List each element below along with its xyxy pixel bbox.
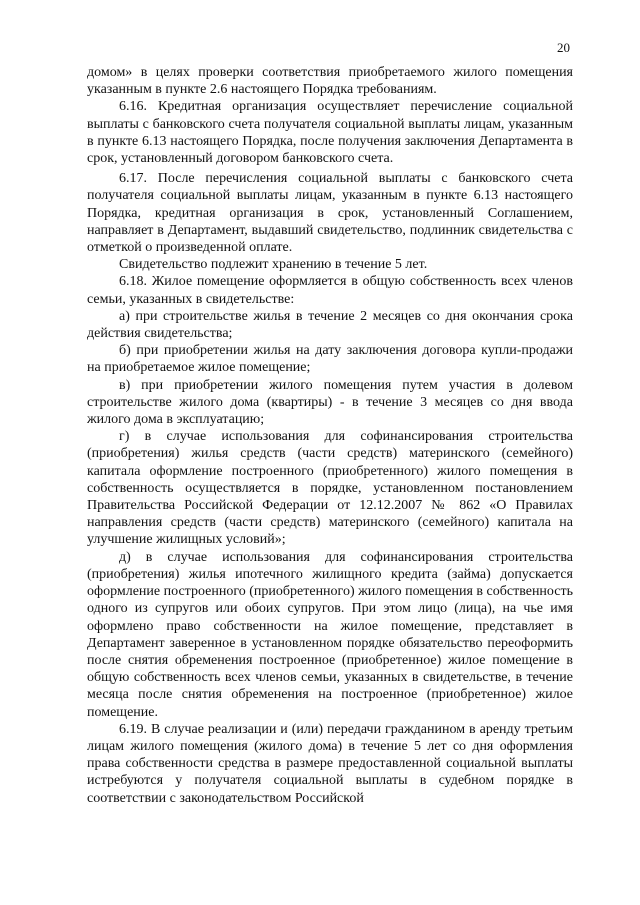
page-number: 20 <box>557 40 570 55</box>
paragraph-6-16: 6.16. Кредитная организация осуществляет перечисление социальной выплаты с банковского счета получателя социальной выплаты лицам, указанным в пункте 6.13 настоящего Порядка, после получения заключения Департамента в срок, установленный договором банковского счета. <box>87 99 573 167</box>
paragraph-certificate-storage: Свидетельство подлежит хранению в течение 5 лет. <box>119 257 428 273</box>
paragraph-6-19: 6.19. В случае реализации и (или) передачи гражданином в аренду третьим лицам жилого помещения (жилого дома) в течение 5 лет со дня оформления права собственности средства в размере предоставленной социальной выплаты истребуются у получателя социальной выплаты в судебном порядке в соответствии с законодательством Российской <box>87 721 573 806</box>
paragraph-6-18-d: д) в случае использования для софинансирования строительства (приобретения) жилья ипотечного жилищного кредита (займа) допускается оформление построенного (приобретенного) жилого помещения в собственность одного из супругов или обоих супругов. При этом лицо (лица), на чье имя оформлено право собственности на жилое помещение, представляет в Департамент заверенное в установленном порядке обязательство переоформить после снятия обременения построенное (приобретенное) жилое помещение в общую собственность всех членов семьи, указанных в свидетельстве, в течение месяца после снятия обременения на построенное (приобретенное) жилое помещение. <box>87 549 573 720</box>
paragraph-6-18-v: в) при приобретении жилого помещения путем участия в долевом строительстве жилого дома (квартиры) - в течение 3 месяцев со дня ввода жилого дома в эксплуатацию; <box>87 377 573 428</box>
paragraph-6-18: 6.18. Жилое помещение оформляется в общую собственность всех членов семьи, указанных в свидетельстве: <box>87 274 573 307</box>
paragraph-6-17: 6.17. После перечисления социальной выплаты с банковского счета получателя социальной выплаты лицам, указанным в пункте 6.13 настоящего Порядка, кредитная организация в срок, установленный Соглашением, направляет в Департамент, выдавший свидетельство, подлинник свидетельства с отметкой о произведенной оплате. <box>87 171 573 256</box>
paragraph-6-18-b: б) при приобретении жилья на дату заключения договора купли-продажи на приобретаемое жилое помещение; <box>87 343 573 376</box>
paragraph-continuation: домом» в целях проверки соответствия приобретаемого жилого помещения указанным в пункте 2.6 настоящего Порядка требованиям. <box>87 65 573 98</box>
paragraph-6-18-g: г) в случае использования для софинансирования строительства (приобретения) жилья средств (части средств) материнского (семейного) капитала оформление построенного (приобретенного) жилого помещения в собственность осуществляется в порядке, установленном постановлением Правительства Российской Федерации от 12.12.2007 № 862 «О Правилах направления средств (части средств) материнского (семейного) капитала на улучшение жилищных условий»; <box>87 429 573 548</box>
paragraph-6-18-a: а) при строительстве жилья в течение 2 месяцев со дня окончания срока действия свидетельства; <box>87 308 573 342</box>
document-body <box>87 64 573 807</box>
